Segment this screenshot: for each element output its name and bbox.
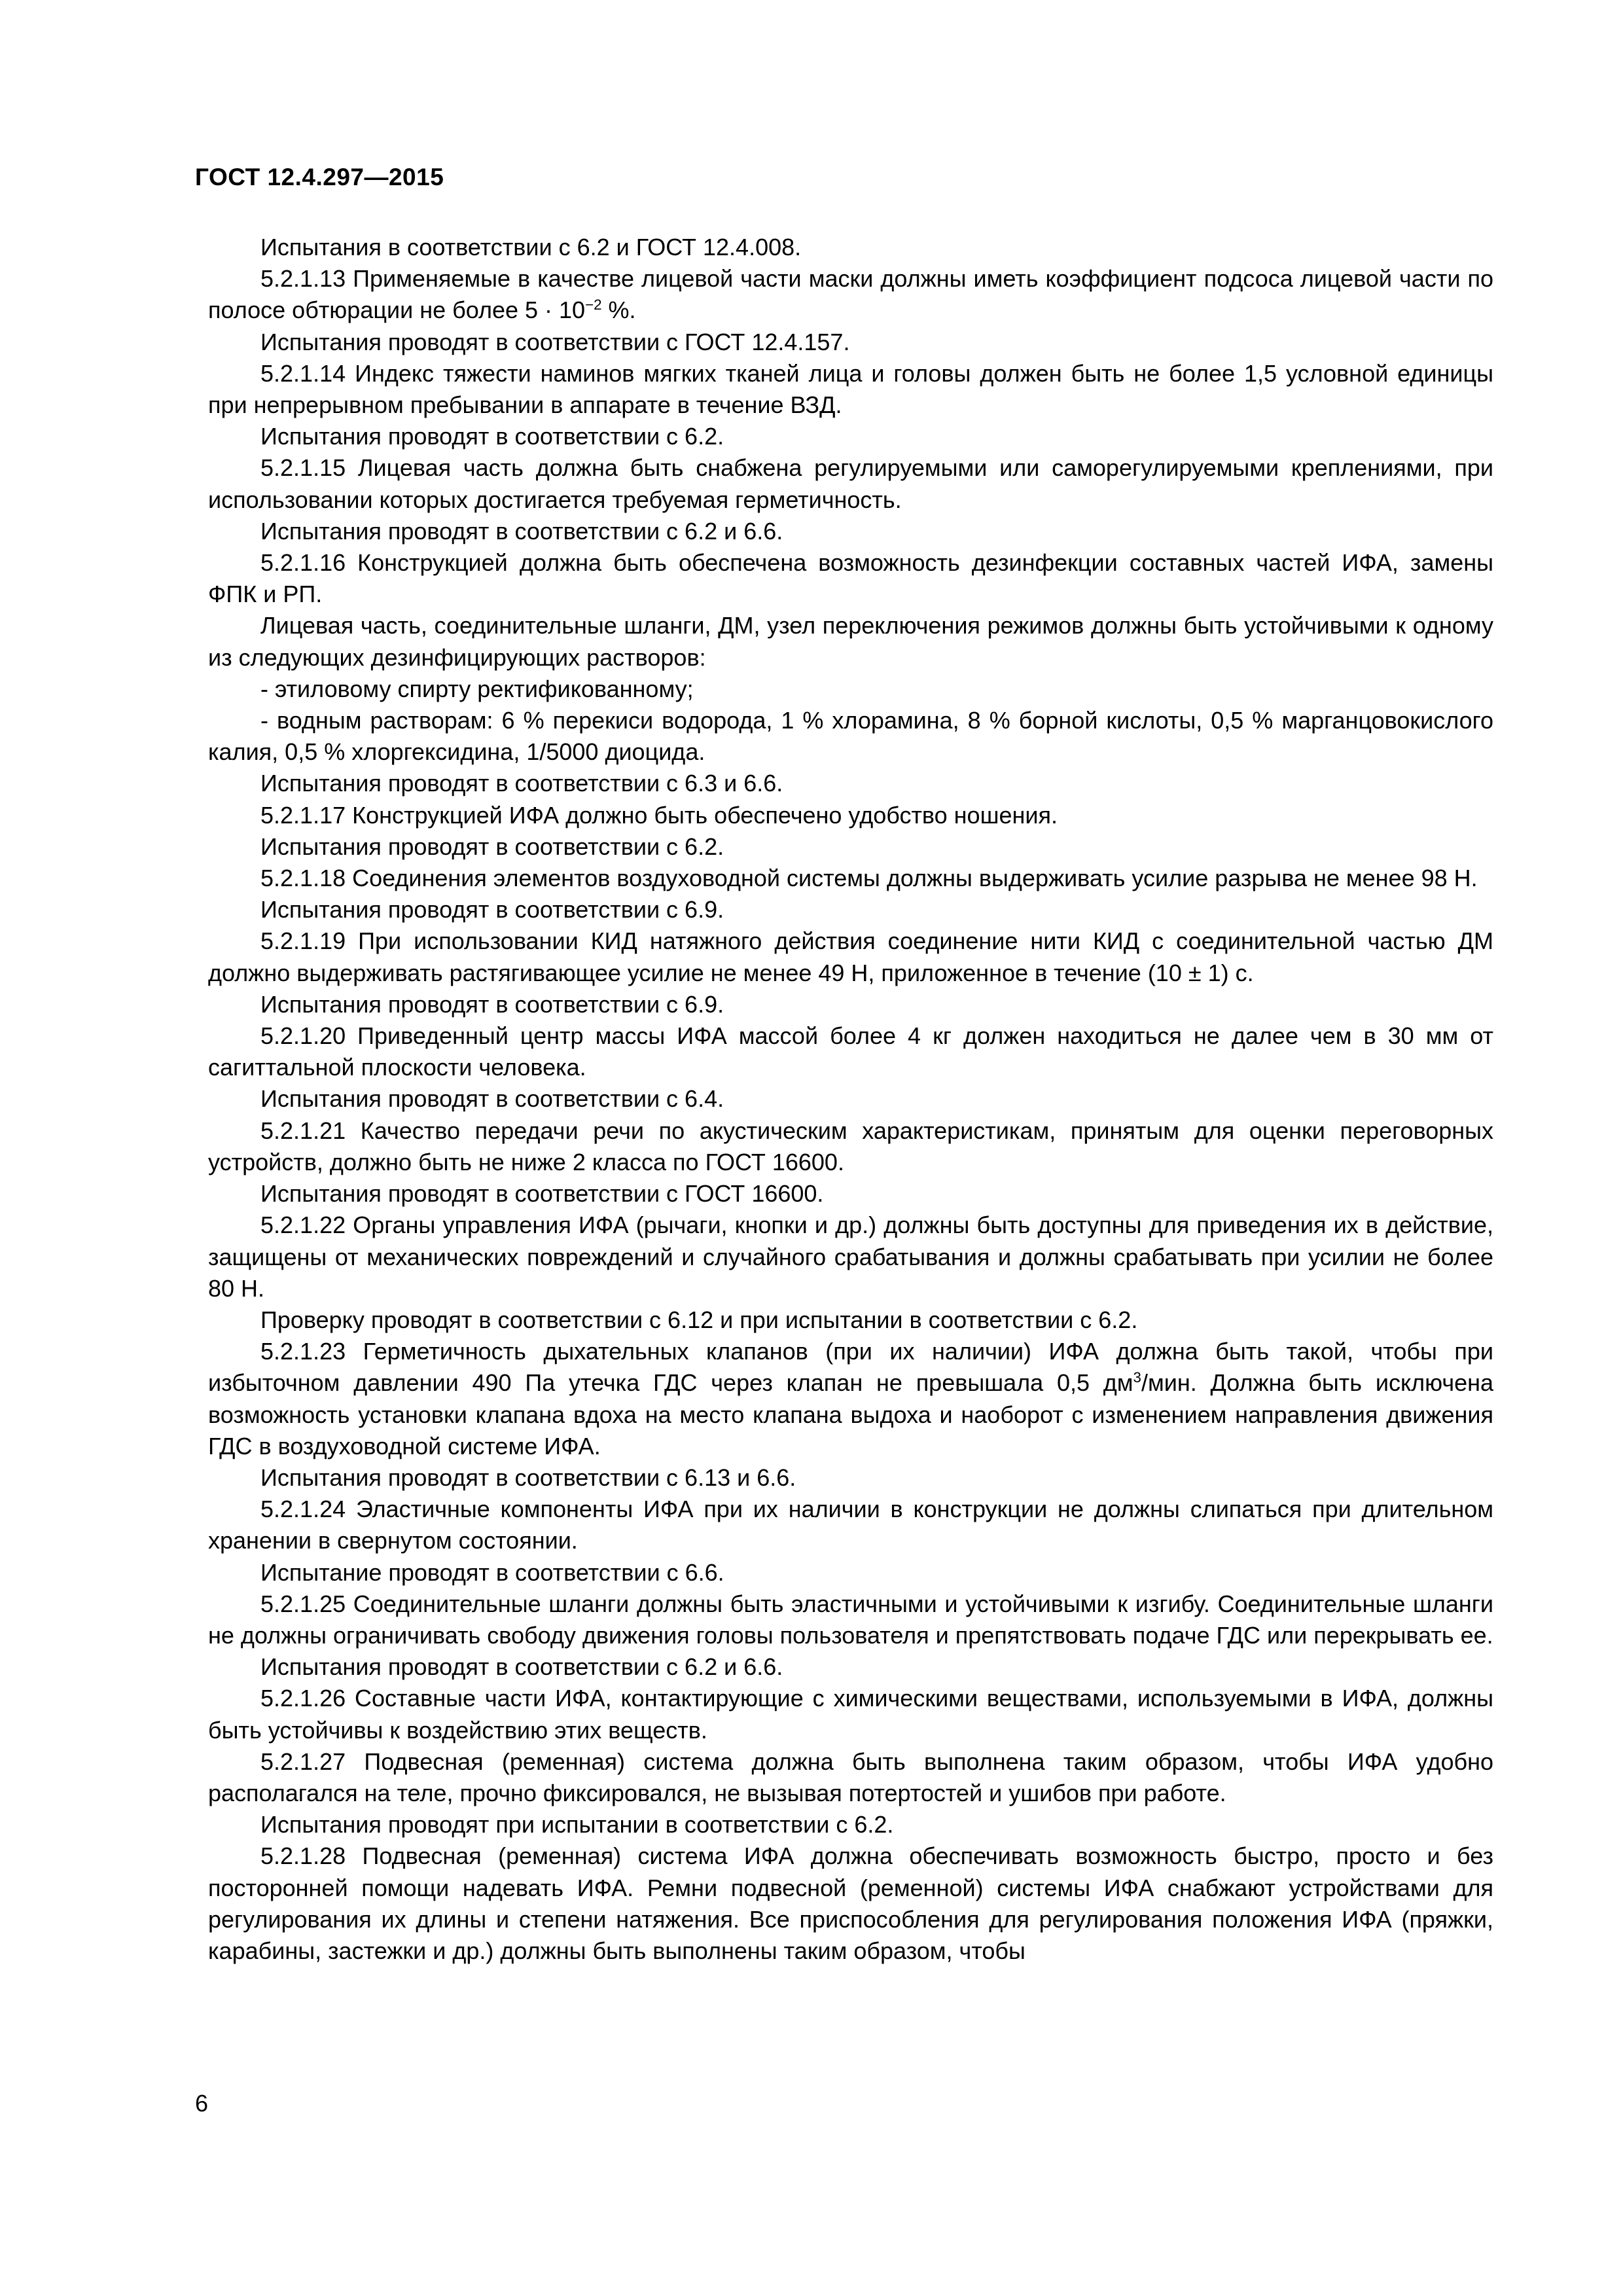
paragraph: 5.2.1.18 Соединения элементов воздуховодной системы должны выдерживать усилие разрыва не менее 98 Н. [260,865,1478,892]
paragraph: 5.2.1.25 Соединительные шланги должны быть эластичными и устойчивыми к изгибу. Соединительные шланги не должны ограничивать свободу движения головы пользователя и препятствовать подаче ГДС или перекрывать ее. [208,1590,1493,1649]
paragraph-text: 5.2.1.23 Герметичность дыхательных клапанов (при их наличии) ИФА должна быть такой, чтобы при избыточном давлении 490 Па утечка ГДС через клапан не превышала 0,5 дм [208,1338,1493,1397]
paragraph: Испытания проводят в соответствии с 6.4. [260,1085,724,1113]
paragraph: Испытания проводят в соответствии с 6.9. [260,896,724,924]
paragraph: Испытания проводят в соответствии с 6.3 и 6.6. [260,770,783,797]
paragraph: 5.2.1.24 Эластичные компоненты ИФА при их наличии в конструкции не должны слипаться при длительном хранении в свернутом состоянии. [208,1496,1493,1554]
paragraph-tail: %. [601,296,636,324]
paragraph: Испытания проводят в соответствии с ГОСТ 16600. [260,1180,824,1208]
exponent: −2 [585,296,602,314]
paragraph: 5.2.1.27 Подвесная (ременная) система должна быть выполнена таким образом, чтобы ИФА удобно располагался на теле, прочно фиксировался, не вызывая потертостей и ушибов при работе. [208,1748,1493,1806]
paragraph: Испытания проводят в соответствии с 6.2 и 6.6. [260,1653,783,1681]
paragraph: Испытания проводят в соответствии с 6.2. [260,833,724,860]
paragraph: 5.2.1.16 Конструкцией должна быть обеспечена возможность дезинфекции составных частей ИФА, замены ФПК и РП. [208,549,1493,608]
standard-header: ГОСТ 12.4.297—2015 [195,164,444,190]
paragraph: 5.2.1.17 Конструкцией ИФА должно быть обеспечено удобство ношения. [260,801,1058,829]
paragraph: Испытания проводят в соответствии с 6.2 и 6.6. [260,517,783,545]
paragraph: Испытание проводят в соответствии с 6.6. [260,1558,724,1586]
paragraph: 5.2.1.22 Органы управления ИФА (рычаги, кнопки и др.) должны быть доступны для приведения их в действие, защищены от механических повреждений и случайного срабатывания и должны срабатывать при усилии не более 80 Н. [208,1211,1493,1302]
paragraph: 5.2.1.14 Индекс тяжести наминов мягких тканей лица и головы должен быть не более 1,5 условной единицы при непрерывном пребывании в аппарате в течение ВЗД. [208,359,1493,419]
paragraph-clause-5-2-1-23 [208,1336,1493,1462]
paragraph: Испытания проводят при испытании в соответствии с 6.2. [260,1811,894,1839]
paragraph-text: 5.2.1.13 Применяемые в качестве лицевой части маски должны иметь коэффициент подсоса лицевой части по полосе обтюрации не более 5 · 10 [208,265,1493,324]
paragraph: 5.2.1.20 Приведенный центр массы ИФА массой более 4 кг должен находиться не далее чем в 30 мм от сагиттальной плоскости человека. [208,1022,1493,1081]
paragraph: 5.2.1.15 Лицевая часть должна быть снабжена регулируемыми или саморегулируемыми креплениями, при использовании которых достигается требуемая герметичность. [208,454,1493,513]
paragraph: 5.2.1.28 Подвесная (ременная) система ИФА должна обеспечивать возможность быстро, просто и без посторонней помощи надевать ИФА. Ремни подвесной (ременной) системы ИФА снабжают устройствами для регулирования их длины и степени натяжения. Все приспособления для регулирования положения ИФА (пряжки, карабины, застежки и др.) должны быть выполнены таким образом, чтобы [208,1842,1493,1964]
page-number: 6 [195,2090,209,2117]
document-body [208,232,1493,1967]
paragraph: Проверку проводят в соответствии с 6.12 и при испытании в соответствии с 6.2. [260,1306,1138,1333]
paragraph: Испытания проводят в соответствии с 6.2. [260,423,724,450]
paragraph: 5.2.1.26 Составные части ИФА, контактирующие с химическими веществами, используемыми в ИФА, должны быть устойчивы к воздействию этих веществ. [208,1685,1493,1744]
list-item: - этиловому спирту ректификованному; [260,675,694,702]
paragraph: Испытания в соответствии с 6.2 и ГОСТ 12.4.008. [260,234,802,260]
list-item: - водным растворам: 6 % перекиси водорода, 1 % хлорамина, 8 % борной кислоты, 0,5 % марганцовокислого калия, 0,5 % хлоргексидина, 1/5000 диоцида. [208,707,1493,766]
paragraph: Испытания проводят в соответствии с 6.9. [260,990,724,1018]
exponent: 3 [1133,1369,1141,1386]
paragraph: 5.2.1.21 Качество передачи речи по акустическим характеристикам, принятым для оценки переговорных устройств, должно быть не ниже 2 класса по ГОСТ 16600. [208,1117,1493,1175]
paragraph-clause-5-2-1-13 [208,263,1493,326]
paragraph: 5.2.1.19 При использовании КИД натяжного действия соединение нити КИД с соединительной частью ДМ должно выдерживать растягивающее усилие не менее 49 Н, приложенное в течение (10 ± 1) с. [208,927,1493,986]
paragraph-tail: /мин. Должна быть исключена возможность установки клапана вдоха на место клапана выдоха и наоборот с изменением направления движения ГДС в воздуховодной системе ИФА. [208,1369,1493,1460]
paragraph: Испытания проводят в соответствии с ГОСТ 12.4.157. [260,328,850,355]
paragraph: Испытания проводят в соответствии с 6.13 и 6.6. [260,1463,796,1491]
paragraph: Лицевая часть, соединительные шланги, ДМ, узел переключения режимов должны быть устойчивыми к одному из следующих дезинфицирующих растворов: [208,612,1493,671]
